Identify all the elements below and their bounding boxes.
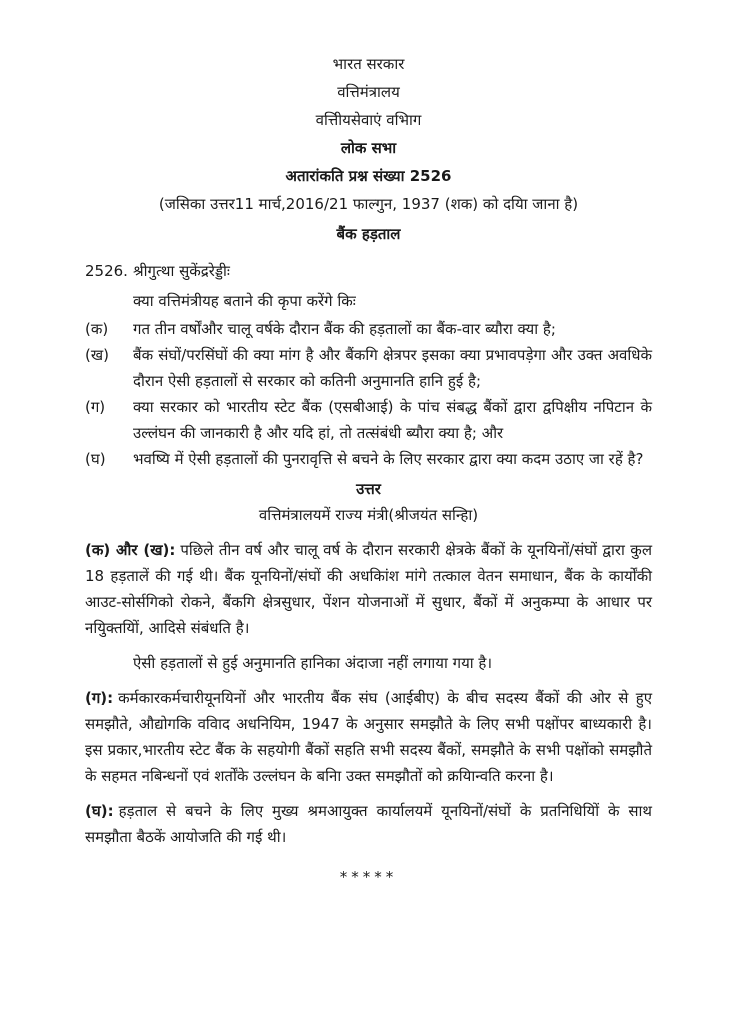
- answer-paragraph-gha: [85, 798, 652, 850]
- answer-paragraph-label: (घ):: [85, 802, 114, 820]
- document-header: [85, 50, 652, 248]
- answer-heading: उत्तर: [356, 480, 381, 498]
- header-government: भारत सरकार: [332, 55, 405, 73]
- header-department: वत्तिीयसेवाएं वभिाग: [315, 111, 422, 129]
- header-ministry: वत्तिमंत्रालय: [337, 83, 400, 101]
- question-list: [85, 316, 652, 472]
- question-item-text: गत तीन वर्षोंऔर चालू वर्षके दौरान बैंक की हड़तालों का बैंक-वार ब्यौरा क्या है;: [133, 320, 556, 338]
- question-number: 2526.: [85, 262, 128, 280]
- answer-paragraph-ga: [85, 685, 652, 789]
- question-intro: क्या वत्तिमंत्रीयह बताने की कृपा करेंगे किः: [133, 292, 356, 310]
- answer-paragraph-text: ऐसी हड़तालों से हुई अनुमानति हानिका अंदाजा नहीं लगाया गया है।: [133, 654, 493, 672]
- question-asker: श्रीगुत्था सुकेंद्ररेड्डीः: [133, 262, 230, 280]
- question-item: [85, 446, 652, 472]
- answer-paragraph-label: (क) और (ख):: [85, 541, 176, 559]
- subject-title: बैंक हड़ताल: [336, 225, 401, 243]
- answer-paragraph-label: (ग):: [85, 689, 114, 707]
- header-house: लोक सभा: [340, 139, 397, 157]
- question-asker-row: [85, 258, 652, 284]
- question-item: [85, 394, 652, 446]
- question-item-label: (घ): [85, 450, 106, 468]
- footer-stars: *****: [339, 868, 398, 886]
- question-item-text: क्या सरकार को भारतीय स्टेट बैंक (एसबीआई) के पांच संबद्ध बैंकों द्वारा द्वपिक्षीय नपिटान के उल्लंघन की जानकारी है और यदि हां, तो तत्संबंधी ब्यौरा क्या है; और: [133, 398, 652, 442]
- question-item: [85, 316, 652, 342]
- question-item-text: भवष्यि में ऐसी हड़तालों की पुनरावृत्ति से बचने के लिए सरकार द्वारा क्या कदम उठाए जा रहें है?: [133, 450, 644, 468]
- question-item-label: (ग): [85, 398, 106, 416]
- question-item-label: (क): [85, 320, 109, 338]
- answer-paragraph-loss-note: [85, 650, 652, 676]
- header-question-number-line: अतारांकति प्रश्न संख्या 2526: [285, 167, 452, 185]
- question-item-label: (ख): [85, 346, 109, 364]
- minister-line: वत्तिमंत्रालयमें राज्य मंत्री(श्रीजयंत सन्हिा): [258, 506, 479, 524]
- question-item-text: बैंक संघों/परसिंघों की क्या मांग है और बैंकगि क्षेत्रपर इसका क्या प्रभावपड़ेगा और उक्त अवधिके दौरान ऐसी हड़तालों से सरकार को कतिनी अनुमानति हानि हुई है;: [133, 346, 652, 390]
- question-item: [85, 342, 652, 394]
- answer-paragraph-text: पछिले तीन वर्ष और चालू वर्ष के दौरान सरकारी क्षेत्रके बैंकों के यूनयिनों/संघों द्वारा कुल 18 हड़तालें की गई थी। बैंक यूनयिनों/संघों की अधकिांश मांगे तत्काल वेतन समाधान, बैंक के कार्योंकी आउट-सोर्सगिको रोकने, बैंकगि क्षेत्रसुधार, पेंशन योजनाओं में सुधार, बैंकों में अनुकम्पा के आधार पर नयिुक्तयिों, आदिसे संबंधति है।: [85, 541, 652, 637]
- answer-paragraph-ka-kha: [85, 537, 652, 641]
- answer-paragraph-text: कर्मकारकर्मचारीयूनयिनों और भारतीय बैंक संघ (आईबीए) के बीच सदस्य बैंकों की ओर से हुए समझौते, औद्योगकि वविाद अधनियिम, 1947 के अनुसार समझौते के लिए सभी पक्षोंपर बाध्यकारी है। इस प्रकार,भारतीय स्टेट बैंक के सहयोगी बैंकों सहति सभी सदस्य बैंकों, समझौते के सभी पक्षोंको समझौते के सहमत नबिन्धनों एवं शर्तोंके उल्लंघन के बनिा उक्त समझौतों को क्रयिान्वति करना है।: [85, 689, 652, 785]
- answer-paragraph-text: हड़ताल से बचने के लिए मुख्य श्रमआयुक्त कार्यालयमें यूनयिनों/संघों के प्रतनिधियिों के साथ समझौता बैठकें आयोजति की गई थी।: [85, 802, 652, 846]
- header-answer-date-line: (जसिका उत्तर11 मार्च,2016/21 फाल्गुन, 1937 (शक) को दयिा जाना है): [158, 195, 579, 213]
